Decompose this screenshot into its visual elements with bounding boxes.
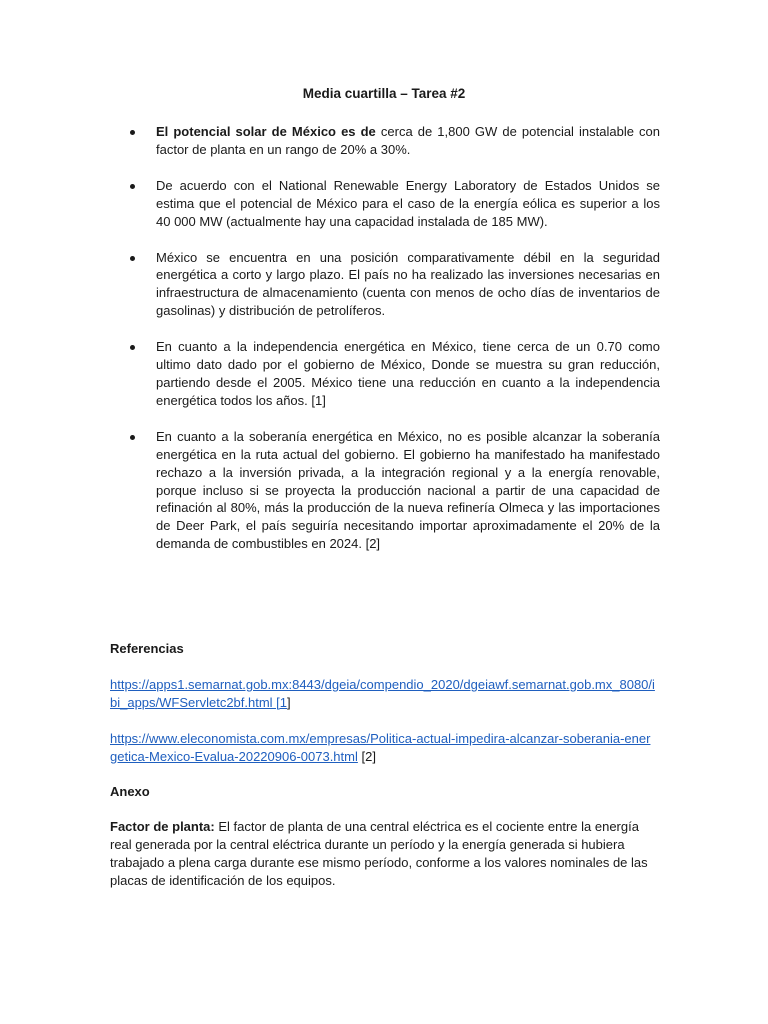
bullet-text (156, 123, 660, 159)
list-item (110, 123, 660, 159)
list-item (110, 177, 660, 231)
bullet-icon (130, 184, 135, 189)
bullet-icon (130, 130, 135, 135)
page-title: Media cuartilla – Tarea #2 (302, 86, 466, 101)
reference-suffix: ] (287, 694, 291, 710)
references-heading: Referencias (110, 641, 184, 656)
annex-term: Factor de planta: (110, 819, 215, 834)
list-item (110, 428, 660, 553)
annex-paragraph (110, 818, 655, 890)
bullet-text: De acuerdo con el National Renewable Energy Laboratory de Estados Unidos se estima que el potencial de México para el caso de la energía eólica es superior a los 40 000 MW (actualmente hay una capacidad instalada de 185 MW). (156, 177, 660, 229)
reference-link[interactable]: https://apps1.semarnat.gob.mx:8443/dgeia/compendio_2020/dgeiawf.semarnat.gob.mx_8080/ibi_apps/WFServletc2bf.html [1 (110, 677, 655, 710)
reference-suffix: [2] (357, 748, 376, 764)
bullet-icon (130, 256, 135, 261)
bullet-bold-prefix: El potencial solar de México es de (156, 124, 376, 139)
reference-item (110, 730, 655, 766)
annex-heading: Anexo (110, 784, 150, 799)
list-item (110, 338, 660, 410)
bullet-text: En cuanto a la soberanía energética en México, no es posible alcanzar la soberanía energética en la ruta actual del gobierno. El gobierno ha manifestado ha manifestado rechazo a la inversión privada, a la integración regional y a la energía renovable, porque incluso si se proyecta la producción nacional a partir de una capacidad de refinación al 80%, más la producción de la nueva refinería Olmeca y las importaciones de Deer Park, el país seguiría necesitando importar aproximadamente el 20% de la demanda de combustibles en 2024. [2] (156, 428, 660, 552)
bullet-icon (130, 345, 135, 350)
bullet-body: cerca de 1,800 GW de potencial instalable con factor de planta en un rango de 20% a 30%. (156, 124, 660, 157)
bullet-list (110, 123, 660, 571)
bullet-text: México se encuentra en una posición comparativamente débil en la seguridad energética a corto y largo plazo. El país no ha realizado las inversiones necesarias en infraestructura de almacenamiento (cuenta con menos de ocho días de inventarios de gasolinas) y distribución de petrolíferos. (156, 249, 660, 319)
bullet-text: En cuanto a la independencia energética en México, tiene cerca de un 0.70 como ultimo dato dado por el gobierno de México, Donde se muestra su gran reducción, partiendo desde el 2005. México tiene una reducción en cuanto a la independencia energética todos los años. [1] (156, 339, 660, 408)
list-item (110, 249, 660, 321)
reference-link[interactable]: https://www.eleconomista.com.mx/empresas/Politica-actual-impedira-alcanzar-soberania-energetica-Mexico-Evalua-20220906-0073.html (110, 731, 651, 764)
bullet-icon (130, 435, 135, 440)
reference-item (110, 676, 655, 712)
annex-definition: El factor de planta de una central eléctrica es el cociente entre la energía real generada por la central eléctrica durante un período y la energía generada si hubiera trabajado a plena carga durante ese mismo período, conforme a los valores nominales de las placas de identificación de los equipos. (110, 819, 648, 888)
